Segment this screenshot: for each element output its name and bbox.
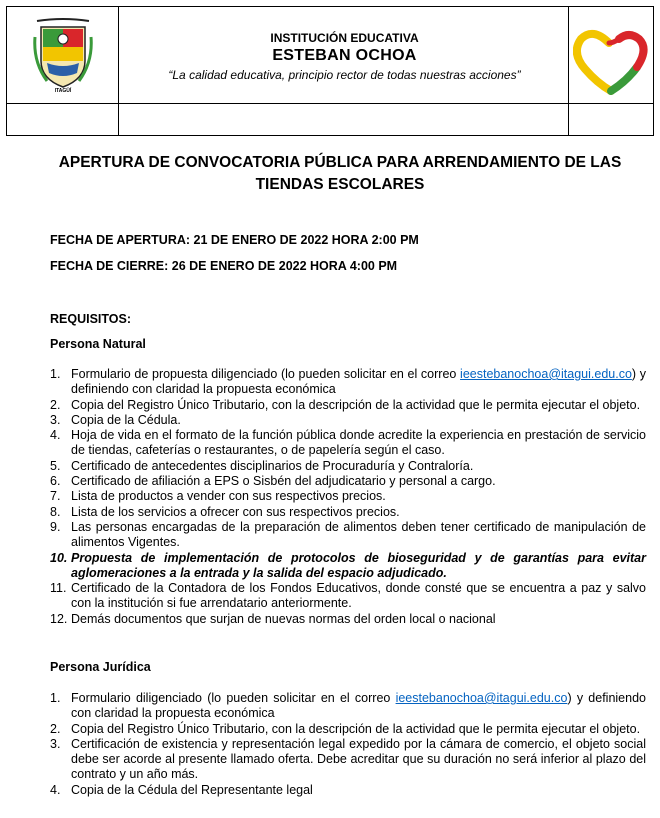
institution-type: INSTITUCIÓN EDUCATIVA — [270, 31, 419, 45]
list-item: 4. Hoja de vida en el formato de la función pública donde acredite la experiencia en prestación de servicio de tiendas, cafeterías o restaurantes, o de papelería según el caso. — [50, 428, 646, 458]
list-item: 7. Lista de productos a vender con sus respectivos precios. — [50, 489, 386, 504]
header-table — [6, 6, 654, 136]
requirements-heading: REQUISITOS: — [50, 312, 132, 326]
legal-person-requirements — [50, 691, 646, 798]
document-title: APERTURA DE CONVOCATORIA PÚBLICA PARA ARRENDAMIENTO DE LAS TIENDAS ESCOLARES — [58, 154, 622, 193]
list-item: 10. Propuesta de implementación de protocolos de bioseguridad y de garantías para evitar aglomeraciones a la entrada y la salida del espacio adjudicado. — [50, 550, 646, 580]
institution-header — [120, 31, 569, 83]
institution-name: ESTEBAN OCHOA — [272, 47, 417, 64]
list-item: 11. Certificado de la Contadora de los Fondos Educativos, donde consté que se encuentra a paz y salvo con la institución si fue arrendatario anteriormente. — [50, 581, 646, 611]
list-item: 2. Copia del Registro Único Tributario, con la descripción de la actividad que le permita ejecutar el objeto. — [50, 397, 641, 412]
school-crest-logo — [33, 17, 93, 93]
crest-caption: ITAGÜÍ — [54, 88, 72, 93]
list-item: 9. Las personas encargadas de la preparación de alimentos deben tener certificado de manipulación de alimentos Vigentes. — [50, 519, 646, 550]
list-item: 1. Formulario diligenciado (lo pueden solicitar en el correo ieestebanochoa@itagui.edu.co) y definiendo con claridad la propuesta económica — [50, 691, 646, 721]
opening-date: FECHA DE APERTURA: 21 DE ENERO DE 2022 HORA 2:00 PM — [50, 233, 419, 247]
list-item: 8. Lista de los servicios a ofrecer con sus respectivos precios. — [50, 504, 400, 519]
list-item: 1. Formulario de propuesta diligenciado (lo pueden solicitar en el correo ieestebanochoa@itagui.edu.co) y definiendo con claridad la propuesta económica — [50, 367, 646, 397]
list-item: 2. Copia del Registro Único Tributario, con la descripción de la actividad que le permita ejecutar el objeto. — [50, 721, 641, 736]
list-item: 4. Copia de la Cédula del Representante legal — [50, 782, 313, 797]
closing-date: FECHA DE CIERRE: 26 DE ENERO DE 2022 HORA 4:00 PM — [50, 259, 398, 273]
heart-logo — [573, 25, 649, 95]
list-item: 5. Certificado de antecedentes disciplinarios de Procuraduría y Contraloría. — [50, 458, 474, 473]
list-item: 3. Copia de la Cédula. — [50, 412, 181, 427]
institution-motto: “La calidad educativa, principio rector de todas nuestras acciones” — [168, 68, 521, 82]
email-link[interactable]: ieestebanochoa@itagui.edu.co — [460, 367, 632, 381]
list-item: 12. Demás documentos que surjan de nuevas normas del orden local o nacional — [50, 611, 496, 626]
natural-person-requirements — [50, 367, 646, 627]
header-divider — [7, 103, 653, 104]
email-link[interactable]: ieestebanochoa@itagui.edu.co — [395, 691, 568, 705]
header-divider — [118, 7, 119, 135]
natural-person-heading: Persona Natural — [50, 337, 146, 351]
list-item: 3. Certificación de existencia y representación legal expedido por la cámara de comercio, el objeto social debe ser acorde al presente llamado oferta. Debe acreditar que su duración no será inferior al plazo del contrato y un año más. — [50, 736, 646, 782]
legal-person-heading: Persona Jurídica — [50, 660, 151, 674]
list-item: 6. Certificado de afiliación a EPS o Sisbén del adjudicatario y personal a cargo. — [50, 474, 496, 489]
